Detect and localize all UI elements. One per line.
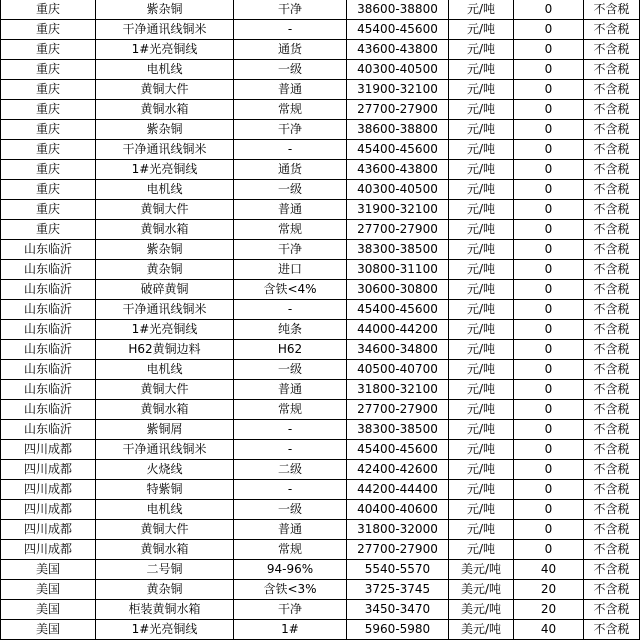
region-cell: 重庆 xyxy=(1,40,96,60)
table-row xyxy=(1,360,640,380)
unit-cell: 元/吨 xyxy=(449,180,514,200)
unit-cell: 美元/吨 xyxy=(449,560,514,580)
tax-status-cell: 不含税 xyxy=(584,360,640,380)
product-cell: 柜装黄铜水箱 xyxy=(96,600,234,620)
region-cell: 重庆 xyxy=(1,100,96,120)
region-cell: 山东临沂 xyxy=(1,380,96,400)
change-cell: 0 xyxy=(514,500,584,520)
table-row xyxy=(1,100,640,120)
region-cell: 重庆 xyxy=(1,60,96,80)
product-cell: 黄铜大件 xyxy=(96,380,234,400)
region-cell: 美国 xyxy=(1,580,96,600)
product-cell: 黄铜水箱 xyxy=(96,400,234,420)
table-row xyxy=(1,440,640,460)
price-range-cell: 45400-45600 xyxy=(347,440,449,460)
product-cell: 干净通讯线铜米 xyxy=(96,140,234,160)
table-row xyxy=(1,460,640,480)
unit-cell: 元/吨 xyxy=(449,440,514,460)
price-range-cell: 42400-42600 xyxy=(347,460,449,480)
table-row xyxy=(1,220,640,240)
table-row xyxy=(1,600,640,620)
tax-status-cell: 不含税 xyxy=(584,0,640,20)
table-row xyxy=(1,340,640,360)
unit-cell: 元/吨 xyxy=(449,340,514,360)
spec-cell: 干净 xyxy=(234,240,347,260)
spec-cell: 常规 xyxy=(234,100,347,120)
change-cell: 0 xyxy=(514,140,584,160)
table-row xyxy=(1,80,640,100)
table-row xyxy=(1,40,640,60)
tax-status-cell: 不含税 xyxy=(584,400,640,420)
change-cell: 0 xyxy=(514,460,584,480)
spec-cell: 二级 xyxy=(234,460,347,480)
table-row xyxy=(1,240,640,260)
change-cell: 0 xyxy=(514,480,584,500)
change-cell: 0 xyxy=(514,400,584,420)
spec-cell: 一级 xyxy=(234,60,347,80)
change-cell: 0 xyxy=(514,60,584,80)
unit-cell: 元/吨 xyxy=(449,100,514,120)
spec-cell: 一级 xyxy=(234,500,347,520)
unit-cell: 元/吨 xyxy=(449,240,514,260)
price-range-cell: 30600-30800 xyxy=(347,280,449,300)
tax-status-cell: 不含税 xyxy=(584,240,640,260)
region-cell: 重庆 xyxy=(1,140,96,160)
price-range-cell: 31900-32100 xyxy=(347,80,449,100)
table-row xyxy=(1,200,640,220)
unit-cell: 元/吨 xyxy=(449,520,514,540)
unit-cell: 元/吨 xyxy=(449,140,514,160)
unit-cell: 元/吨 xyxy=(449,380,514,400)
price-range-cell: 44000-44200 xyxy=(347,320,449,340)
product-cell: 紫铜屑 xyxy=(96,420,234,440)
price-range-cell: 5540-5570 xyxy=(347,560,449,580)
spec-cell: 常规 xyxy=(234,540,347,560)
table-row xyxy=(1,420,640,440)
tax-status-cell: 不含税 xyxy=(584,560,640,580)
change-cell: 20 xyxy=(514,580,584,600)
price-range-cell: 40400-40600 xyxy=(347,500,449,520)
price-range-cell: 3450-3470 xyxy=(347,600,449,620)
region-cell: 山东临沂 xyxy=(1,400,96,420)
region-cell: 山东临沂 xyxy=(1,240,96,260)
spec-cell: - xyxy=(234,480,347,500)
change-cell: 20 xyxy=(514,600,584,620)
unit-cell: 元/吨 xyxy=(449,460,514,480)
spec-cell: 干净 xyxy=(234,120,347,140)
spec-cell: 一级 xyxy=(234,360,347,380)
unit-cell: 美元/吨 xyxy=(449,580,514,600)
unit-cell: 元/吨 xyxy=(449,80,514,100)
tax-status-cell: 不含税 xyxy=(584,340,640,360)
tax-status-cell: 不含税 xyxy=(584,180,640,200)
spec-cell: 普通 xyxy=(234,80,347,100)
change-cell: 0 xyxy=(514,80,584,100)
change-cell: 0 xyxy=(514,360,584,380)
product-cell: 电机线 xyxy=(96,180,234,200)
table-row xyxy=(1,540,640,560)
unit-cell: 元/吨 xyxy=(449,120,514,140)
unit-cell: 元/吨 xyxy=(449,420,514,440)
unit-cell: 元/吨 xyxy=(449,400,514,420)
region-cell: 山东临沂 xyxy=(1,420,96,440)
table-row xyxy=(1,180,640,200)
unit-cell: 美元/吨 xyxy=(449,600,514,620)
product-cell: 干净通讯线铜米 xyxy=(96,440,234,460)
unit-cell: 元/吨 xyxy=(449,480,514,500)
tax-status-cell: 不含税 xyxy=(584,120,640,140)
product-cell: 破碎黄铜 xyxy=(96,280,234,300)
table-row xyxy=(1,60,640,80)
price-range-cell: 43600-43800 xyxy=(347,40,449,60)
change-cell: 0 xyxy=(514,420,584,440)
region-cell: 四川成都 xyxy=(1,440,96,460)
tax-status-cell: 不含税 xyxy=(584,500,640,520)
tax-status-cell: 不含税 xyxy=(584,100,640,120)
product-cell: 电机线 xyxy=(96,500,234,520)
change-cell: 0 xyxy=(514,180,584,200)
spec-cell: 1# xyxy=(234,620,347,640)
spec-cell: H62 xyxy=(234,340,347,360)
price-range-cell: 27700-27900 xyxy=(347,100,449,120)
spec-cell: 纯条 xyxy=(234,320,347,340)
tax-status-cell: 不含税 xyxy=(584,140,640,160)
spec-cell: 通货 xyxy=(234,40,347,60)
change-cell: 0 xyxy=(514,320,584,340)
region-cell: 重庆 xyxy=(1,0,96,20)
region-cell: 重庆 xyxy=(1,220,96,240)
unit-cell: 元/吨 xyxy=(449,260,514,280)
tax-status-cell: 不含税 xyxy=(584,200,640,220)
region-cell: 重庆 xyxy=(1,120,96,140)
tax-status-cell: 不含税 xyxy=(584,160,640,180)
spec-cell: - xyxy=(234,420,347,440)
tax-status-cell: 不含税 xyxy=(584,600,640,620)
tax-status-cell: 不含税 xyxy=(584,320,640,340)
change-cell: 40 xyxy=(514,620,584,640)
spec-cell: - xyxy=(234,140,347,160)
change-cell: 0 xyxy=(514,160,584,180)
change-cell: 0 xyxy=(514,100,584,120)
price-range-cell: 38300-38500 xyxy=(347,240,449,260)
region-cell: 山东临沂 xyxy=(1,320,96,340)
table-row xyxy=(1,0,640,20)
price-range-cell: 31900-32100 xyxy=(347,200,449,220)
change-cell: 0 xyxy=(514,20,584,40)
region-cell: 重庆 xyxy=(1,200,96,220)
region-cell: 山东临沂 xyxy=(1,300,96,320)
region-cell: 四川成都 xyxy=(1,460,96,480)
tax-status-cell: 不含税 xyxy=(584,260,640,280)
product-cell: 黄铜水箱 xyxy=(96,540,234,560)
spec-cell: 普通 xyxy=(234,380,347,400)
price-range-cell: 38300-38500 xyxy=(347,420,449,440)
product-cell: 火烧线 xyxy=(96,460,234,480)
table-row xyxy=(1,20,640,40)
product-cell: 黄铜大件 xyxy=(96,520,234,540)
product-cell: 1#光亮铜线 xyxy=(96,320,234,340)
table-row xyxy=(1,500,640,520)
change-cell: 0 xyxy=(514,260,584,280)
product-cell: 1#光亮铜线 xyxy=(96,40,234,60)
unit-cell: 元/吨 xyxy=(449,320,514,340)
price-range-cell: 40500-40700 xyxy=(347,360,449,380)
unit-cell: 元/吨 xyxy=(449,60,514,80)
product-cell: 1#光亮铜线 xyxy=(96,620,234,640)
price-range-cell: 3725-3745 xyxy=(347,580,449,600)
spec-cell: 常规 xyxy=(234,220,347,240)
product-cell: 黄铜水箱 xyxy=(96,100,234,120)
table-row xyxy=(1,580,640,600)
spec-cell: 含铁<3% xyxy=(234,580,347,600)
region-cell: 四川成都 xyxy=(1,500,96,520)
change-cell: 0 xyxy=(514,340,584,360)
tax-status-cell: 不含税 xyxy=(584,220,640,240)
spec-cell: - xyxy=(234,20,347,40)
region-cell: 四川成都 xyxy=(1,540,96,560)
price-range-cell: 34600-34800 xyxy=(347,340,449,360)
product-cell: 干净通讯线铜米 xyxy=(96,300,234,320)
tax-status-cell: 不含税 xyxy=(584,460,640,480)
tax-status-cell: 不含税 xyxy=(584,60,640,80)
unit-cell: 美元/吨 xyxy=(449,620,514,640)
price-range-cell: 45400-45600 xyxy=(347,140,449,160)
change-cell: 0 xyxy=(514,280,584,300)
price-range-cell: 45400-45600 xyxy=(347,20,449,40)
region-cell: 重庆 xyxy=(1,160,96,180)
table-row xyxy=(1,620,640,640)
spec-cell: 进口 xyxy=(234,260,347,280)
region-cell: 美国 xyxy=(1,560,96,580)
tax-status-cell: 不含税 xyxy=(584,380,640,400)
table-row xyxy=(1,280,640,300)
spec-cell: - xyxy=(234,440,347,460)
price-range-cell: 45400-45600 xyxy=(347,300,449,320)
tax-status-cell: 不含税 xyxy=(584,440,640,460)
table-row xyxy=(1,400,640,420)
product-cell: 干净通讯线铜米 xyxy=(96,20,234,40)
change-cell: 0 xyxy=(514,220,584,240)
tax-status-cell: 不含税 xyxy=(584,480,640,500)
unit-cell: 元/吨 xyxy=(449,40,514,60)
product-cell: 二号铜 xyxy=(96,560,234,580)
price-range-cell: 43600-43800 xyxy=(347,160,449,180)
region-cell: 四川成都 xyxy=(1,480,96,500)
tax-status-cell: 不含税 xyxy=(584,520,640,540)
unit-cell: 元/吨 xyxy=(449,540,514,560)
table-row xyxy=(1,480,640,500)
price-range-cell: 31800-32100 xyxy=(347,380,449,400)
change-cell: 0 xyxy=(514,300,584,320)
table-row xyxy=(1,380,640,400)
change-cell: 0 xyxy=(514,540,584,560)
spec-cell: 普通 xyxy=(234,200,347,220)
table-row xyxy=(1,160,640,180)
unit-cell: 元/吨 xyxy=(449,220,514,240)
table-body xyxy=(1,0,640,640)
table-row xyxy=(1,300,640,320)
price-range-cell: 30800-31100 xyxy=(347,260,449,280)
product-cell: 电机线 xyxy=(96,360,234,380)
spec-cell: 常规 xyxy=(234,400,347,420)
region-cell: 山东临沂 xyxy=(1,360,96,380)
product-cell: 黄铜大件 xyxy=(96,200,234,220)
change-cell: 0 xyxy=(514,0,584,20)
table-row xyxy=(1,560,640,580)
spec-cell: - xyxy=(234,300,347,320)
spec-cell: 普通 xyxy=(234,520,347,540)
price-range-cell: 27700-27900 xyxy=(347,540,449,560)
region-cell: 重庆 xyxy=(1,80,96,100)
change-cell: 0 xyxy=(514,240,584,260)
price-range-cell: 44200-44400 xyxy=(347,480,449,500)
spec-cell: 通货 xyxy=(234,160,347,180)
unit-cell: 元/吨 xyxy=(449,20,514,40)
table-row xyxy=(1,320,640,340)
spec-cell: 一级 xyxy=(234,180,347,200)
tax-status-cell: 不含税 xyxy=(584,540,640,560)
price-range-cell: 27700-27900 xyxy=(347,220,449,240)
product-cell: 特紫铜 xyxy=(96,480,234,500)
region-cell: 美国 xyxy=(1,600,96,620)
table-row xyxy=(1,260,640,280)
product-cell: 黄杂铜 xyxy=(96,580,234,600)
change-cell: 0 xyxy=(514,120,584,140)
spec-cell: 干净 xyxy=(234,0,347,20)
product-cell: 紫杂铜 xyxy=(96,0,234,20)
price-range-cell: 40300-40500 xyxy=(347,180,449,200)
product-cell: H62黄铜边料 xyxy=(96,340,234,360)
product-cell: 紫杂铜 xyxy=(96,240,234,260)
product-cell: 电机线 xyxy=(96,60,234,80)
unit-cell: 元/吨 xyxy=(449,300,514,320)
spec-cell: 含铁<4% xyxy=(234,280,347,300)
table-row xyxy=(1,120,640,140)
product-cell: 1#光亮铜线 xyxy=(96,160,234,180)
change-cell: 0 xyxy=(514,200,584,220)
unit-cell: 元/吨 xyxy=(449,200,514,220)
tax-status-cell: 不含税 xyxy=(584,80,640,100)
region-cell: 重庆 xyxy=(1,180,96,200)
tax-status-cell: 不含税 xyxy=(584,300,640,320)
tax-status-cell: 不含税 xyxy=(584,620,640,640)
tax-status-cell: 不含税 xyxy=(584,20,640,40)
price-range-cell: 38600-38800 xyxy=(347,0,449,20)
product-cell: 黄铜水箱 xyxy=(96,220,234,240)
region-cell: 山东临沂 xyxy=(1,340,96,360)
region-cell: 四川成都 xyxy=(1,520,96,540)
price-range-cell: 40300-40500 xyxy=(347,60,449,80)
change-cell: 0 xyxy=(514,520,584,540)
price-range-cell: 31800-32000 xyxy=(347,520,449,540)
price-range-cell: 38600-38800 xyxy=(347,120,449,140)
region-cell: 美国 xyxy=(1,620,96,640)
tax-status-cell: 不含税 xyxy=(584,580,640,600)
price-range-cell: 27700-27900 xyxy=(347,400,449,420)
spec-cell: 94-96% xyxy=(234,560,347,580)
tax-status-cell: 不含税 xyxy=(584,420,640,440)
table-row xyxy=(1,520,640,540)
table-row xyxy=(1,140,640,160)
tax-status-cell: 不含税 xyxy=(584,40,640,60)
region-cell: 山东临沂 xyxy=(1,280,96,300)
change-cell: 0 xyxy=(514,40,584,60)
unit-cell: 元/吨 xyxy=(449,0,514,20)
price-range-cell: 5960-5980 xyxy=(347,620,449,640)
product-cell: 黄杂铜 xyxy=(96,260,234,280)
change-cell: 40 xyxy=(514,560,584,580)
change-cell: 0 xyxy=(514,440,584,460)
spec-cell: 干净 xyxy=(234,600,347,620)
region-cell: 重庆 xyxy=(1,20,96,40)
unit-cell: 元/吨 xyxy=(449,500,514,520)
product-cell: 紫杂铜 xyxy=(96,120,234,140)
unit-cell: 元/吨 xyxy=(449,360,514,380)
unit-cell: 元/吨 xyxy=(449,280,514,300)
change-cell: 0 xyxy=(514,380,584,400)
product-cell: 黄铜大件 xyxy=(96,80,234,100)
region-cell: 山东临沂 xyxy=(1,260,96,280)
unit-cell: 元/吨 xyxy=(449,160,514,180)
tax-status-cell: 不含税 xyxy=(584,280,640,300)
